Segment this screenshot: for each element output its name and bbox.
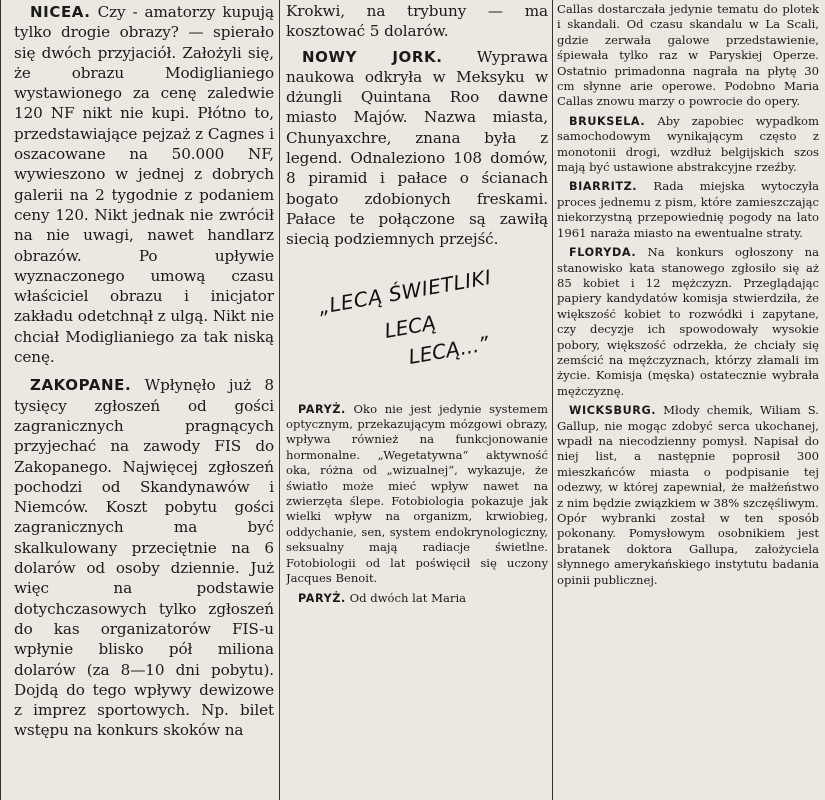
illustration-swietliki [286, 252, 548, 402]
article-text: Na konkurs ogłoszony na stanowisko kata stanowego zgłosiło się aż 85 kobiet i 12 mężczyzn. Przeglądając papiery kandydatów komisja stwierdziła, że większość kobiet to rozwódki i zapytane, czy decyzje ich spowodowały wysokie pobory, większość odrzekła, że chciały się zemścić na mężczyznach, którzy złamali im życie. Komisja (męska) ostatecznie wybrała mężczyznę. [557, 245, 819, 398]
article-paryz-2 [286, 591, 548, 606]
article-paryz-1 [286, 402, 548, 587]
dateline-zakopane: ZAKOPANE. [30, 376, 132, 395]
article-biarritz [557, 179, 819, 241]
article-nowy-jork [286, 47, 548, 250]
dateline-paryz: PARYŻ. [298, 592, 346, 606]
lettering-line-3: LECĄ...” [406, 330, 491, 369]
article-wicksburg [557, 403, 819, 588]
fireflies-lettering [286, 252, 548, 402]
column-rule-left [0, 0, 1, 800]
article-text: Rada miejska wytoczyła proces jednemu z pism, które zamieszczając niekorzystną przepowiednię pogody na lato 1961 naraża miasto na ewentualne straty. [557, 179, 819, 240]
column-2 [286, 0, 548, 800]
column-1 [14, 0, 274, 800]
article-floryda [557, 245, 819, 399]
article-paryz-2-continued: Callas dostarczała jedynie tematu do plotek i skandali. Od czasu skandalu w La Scali, gdzie zerwała galowe przedstawienie, śpiewała tylko raz w Paryskiej Operze. Ostatnio primadonna nagrała na płytę 30 cm słynne arie operowe. Podobno Maria Callas znowu marzy o powrocie do opery. [557, 2, 819, 109]
dateline-wicksburg: WICKSBURG. [569, 404, 657, 418]
column-rule-1 [279, 0, 280, 800]
column-3 [557, 0, 819, 800]
dateline-paryz: PARYŻ. [298, 402, 346, 416]
article-text: Młody chemik, Wiliam S. Gallup, nie mogąc zdobyć serca ukochanej, wpadł na niecodzienny pomysł. Napisał do niej list, a następnie poprosił 300 mieszkańców miasta o podpisanie tej odezwy, w której zapewniał, że małżeństwo z nim będzie związkiem w 38% szczęśliwym. Opór wybranki został w ten sposób pokonany. Pomysłowym osobnikiem jest bratanek doktora Gallupa, założyciela słynnego amerykańskiego instytutu badania opinii publicznej. [557, 403, 819, 587]
dateline-nicea: NICEA. [30, 3, 91, 21]
article-zakopane [14, 375, 274, 740]
lettering-line-2: LECĄ [382, 309, 438, 343]
dateline-nowy-jork: NOWY JORK. [302, 47, 443, 66]
article-nicea [14, 2, 274, 367]
dateline-biarritz: BIARRITZ. [569, 180, 638, 194]
lettering-line-1: „LECĄ ŚWIETLIKI [316, 264, 494, 319]
article-zakopane-continued: Krokwi, na trybuny — ma kosztować 5 dolarów. [286, 2, 548, 41]
article-text: Aby zapobiec wypadkom samochodowym wynikającym często z monotonii drogi, wzdłuż belgijskich szos mają być ustawione abstrakcyjne rzeźby. [557, 113, 819, 175]
dateline-bruksela: BRUKSELA. [569, 114, 646, 128]
article-text: Wyprawa naukowa odkryła w Meksyku w dżungli Quintana Roo dawne miasto Majów. Nazwa miasta, Chunyaxchre, znana była z legend. Odnaleziono 108 domów, 8 piramid i pałace o ścianach bogato zdobionych freskami. Pałace te połączone są zawiłą siecią podziemnych przejść. [286, 47, 548, 249]
article-text: Oko nie jest jedynie systemem optycznym, przekazującym mózgowi obrazy, wpływa również na funkcjonowanie hormonalne. „Wegetatywna“ aktywność oka, różna od „wizualnej“, wykazuje, że światło może mieć wpływ nawet na zwierzęta ślepe. Fotobiologia pokazuje jak wielki wpływ na organizm, krwiobieg, oddychanie, sen, system endokrynologiczny, seksualny mają radiacje świetlne. Fotobiologii od lat poświęcił się uczony Jacques Benoit. [286, 401, 548, 586]
column-rule-2 [552, 0, 553, 800]
article-text: Czy - amatorzy kupują tylko drogie obrazy? — spierało się dwóch przyjaciół. Założyli się, że obrazu Modiglianiego wystawionego za cenę zaledwie 120 NF nikt nie kupi. Płótno to, przedstawiające pejzaż z Cagnes i oszacowane na 50.000 NF, wywieszono w jednej z dobrych galerii na 2 tygodnie z podaniem ceny 120. Nikt jednak nie zwrócił na nie uwagi, nawet handlarz obrazów. Po upływie wyznaczonego umową czasu właściciel obrazu i inicjator zakładu odetchnął z ulgą. Nikt nie chciał Modiglianiego za tak niską cenę. [14, 3, 274, 367]
dateline-floryda: FLORYDA. [569, 246, 637, 260]
article-bruksela [557, 114, 819, 176]
article-text: Od dwóch lat Maria [345, 591, 467, 606]
article-text: Wpłynęło już 8 tysięcy zgłoszeń od gości zagranicznych pragnących przyjechać na zawody FIS do Zakopanego. Najwięcej zgłoszeń pochodzi od Skandynawów i Niemców. Koszt pobytu gości zagranicznych ma być skalkulowany przeciętnie na 6 dolarów od osoby dziennie. Już więc na podstawie dotychczasowych tylko zgłoszeń do kas organizatorów FIS-u wpłynie blisko pół miliona dolarów (za 8—10 dni pobytu). Dojdą do tego wpływy dewizowe z imprez sportowych. Np. bilet wstępu na konkurs skoków na [14, 376, 274, 740]
